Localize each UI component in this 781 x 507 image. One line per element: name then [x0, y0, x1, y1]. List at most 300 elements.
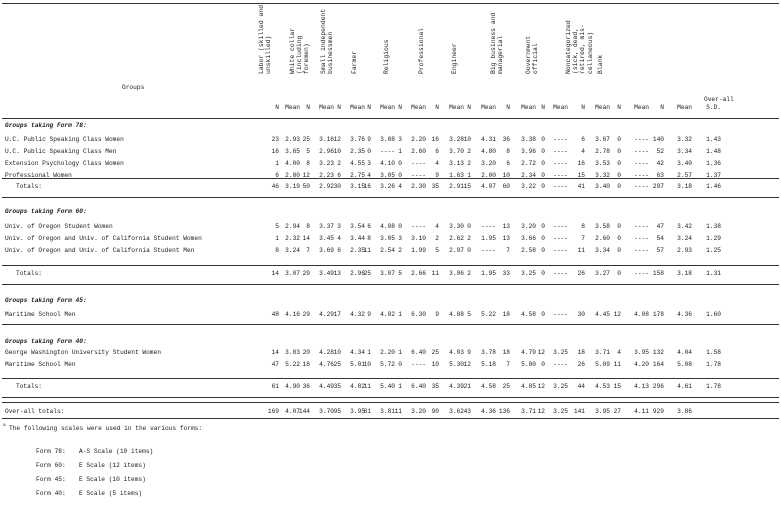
cell-n: 27 [613, 408, 621, 415]
cell-overall-n: 42 [656, 160, 664, 167]
cell-n: 11 [431, 270, 439, 277]
cell-n: 43 [463, 408, 471, 415]
cell-overall-sd: 1.78 [706, 383, 721, 390]
cell-mean: ---- [634, 148, 649, 155]
cell-n: 2 [467, 235, 471, 242]
cell-mean: 6.30 [411, 311, 426, 318]
footnote-text: The following scales were used in the various forms: [9, 425, 203, 432]
n-label: N [306, 104, 310, 111]
cell-n: 12 [537, 383, 545, 390]
cell-n: 0 [398, 172, 402, 179]
cell-mean: 3.78 [481, 349, 496, 356]
cell-n: 50 [302, 183, 310, 190]
cell-mean: 5.22 [285, 361, 300, 368]
cell-n: 15 [577, 172, 585, 179]
cell-n: 26 [577, 270, 585, 277]
occupation-header: Farmer [351, 50, 358, 74]
cell-mean: 2.80 [285, 172, 300, 179]
cell-n: 20 [302, 349, 310, 356]
cell-mean: ---- [411, 223, 426, 230]
totals-label: Totals: [16, 383, 42, 390]
cell-mean: 3.25 [553, 408, 568, 415]
occupation-header: Professional [418, 27, 425, 74]
cell-mean: 3.07 [380, 270, 395, 277]
cell-n: 5 [306, 148, 310, 155]
cell-n: 0 [398, 223, 402, 230]
cell-overall-mean: 3.34 [677, 148, 692, 155]
cell-n: 25 [363, 270, 371, 277]
cell-mean: 1.95 [481, 235, 496, 242]
overall-totals-label: Over-all totals: [5, 408, 65, 415]
cell-n: 10 [333, 148, 341, 155]
cell-n: 10 [333, 349, 341, 356]
cell-mean: 4.76 [319, 361, 334, 368]
overall-header: Over-all [704, 96, 734, 103]
cell-n: 1 [275, 235, 279, 242]
cell-mean: 3.19 [285, 183, 300, 190]
cell-overall-mean: 4.36 [677, 311, 692, 318]
cell-n: 10 [502, 172, 510, 179]
cell-n: 46 [271, 183, 279, 190]
row-label: George Washington University Student Women [5, 349, 161, 356]
cell-mean: 4.85 [521, 383, 536, 390]
cell-n: 5 [467, 311, 471, 318]
cell-mean: 3.10 [411, 235, 426, 242]
row-label: Extension Psychology Class Women [5, 160, 124, 167]
totals-label: Totals: [16, 183, 42, 190]
cell-mean: 3.16 [319, 136, 334, 143]
cell-n: 14 [302, 235, 310, 242]
cell-mean: 2.35 [350, 247, 365, 254]
cell-n: 0 [467, 223, 471, 230]
cell-n: 26 [577, 361, 585, 368]
cell-overall-sd: 1.43 [706, 136, 721, 143]
cell-n: 29 [302, 311, 310, 318]
cell-mean: ---- [411, 361, 426, 368]
cell-n: 16 [431, 136, 439, 143]
cell-mean: 4.07 [481, 183, 496, 190]
cell-n: 12 [463, 361, 471, 368]
cell-n: 0 [617, 270, 621, 277]
section-rule [2, 178, 779, 179]
cell-mean: 2.30 [411, 183, 426, 190]
cell-n: 2 [467, 160, 471, 167]
cell-n: 9 [367, 136, 371, 143]
cell-mean: 3.20 [481, 160, 496, 167]
mean-label: Mean [350, 104, 365, 111]
cell-mean: ---- [634, 172, 649, 179]
cell-overall-mean: 4.61 [677, 383, 692, 390]
cell-mean: 3.23 [319, 160, 334, 167]
row-label: Maritime School Men [5, 361, 76, 368]
cell-mean: 4.32 [350, 311, 365, 318]
cell-overall-n: 132 [652, 349, 664, 356]
row-label: U.C. Public Speaking Class Men [5, 148, 117, 155]
cell-mean: 2.34 [521, 172, 536, 179]
cell-n: 0 [617, 172, 621, 179]
cell-mean: 4.16 [285, 311, 300, 318]
cell-n: 33 [502, 270, 510, 277]
cell-mean: 3.66 [521, 235, 536, 242]
cell-overall-sd: 1.36 [706, 160, 721, 167]
n-label: N [275, 104, 279, 111]
cell-mean: 2.23 [319, 172, 334, 179]
cell-n: 30 [333, 183, 341, 190]
cell-mean: 4.82 [350, 383, 365, 390]
cell-n: 8 [275, 247, 279, 254]
cell-mean: 2.00 [481, 172, 496, 179]
cell-n: 0 [617, 235, 621, 242]
cell-mean: 1.99 [411, 247, 426, 254]
cell-n: 11 [363, 383, 371, 390]
cell-n: 44 [577, 383, 585, 390]
cell-n: 136 [498, 408, 510, 415]
cell-mean: 3.49 [319, 270, 334, 277]
cell-n: 0 [541, 148, 545, 155]
cell-mean: 3.20 [411, 408, 426, 415]
n-label: N [617, 104, 621, 111]
cell-mean: ---- [553, 183, 568, 190]
cell-mean: 4.00 [285, 160, 300, 167]
cell-mean: 3.22 [521, 183, 536, 190]
mean-label: Mean [677, 104, 692, 111]
cell-n: 12 [537, 349, 545, 356]
cell-n: 141 [573, 408, 585, 415]
cell-n: 18 [577, 349, 585, 356]
cell-mean: ---- [411, 160, 426, 167]
cell-n: 0 [617, 136, 621, 143]
cell-mean: ---- [553, 235, 568, 242]
cell-mean: 3.24 [285, 247, 300, 254]
cell-n: 11 [613, 361, 621, 368]
cell-n: 36 [302, 383, 310, 390]
cell-n: 61 [363, 408, 371, 415]
cell-n: 25 [431, 349, 439, 356]
cell-overall-n: 54 [656, 235, 664, 242]
cell-n: 9 [367, 311, 371, 318]
cell-mean: 2.92 [319, 183, 334, 190]
cell-n: 6 [506, 160, 510, 167]
cell-mean: 3.53 [595, 160, 610, 167]
cell-overall-sd: 1.78 [706, 361, 721, 368]
cell-mean: 2.60 [595, 235, 610, 242]
section-rule [2, 397, 779, 398]
cell-n: 0 [398, 160, 402, 167]
mean-label: Mean [634, 104, 649, 111]
cell-mean: 5.40 [380, 383, 395, 390]
cell-n: 17 [333, 311, 341, 318]
section-title: Groups taking Form 45: [5, 297, 87, 304]
cell-n: 12 [333, 136, 341, 143]
cell-mean: 3.05 [380, 235, 395, 242]
mean-label: Mean [521, 104, 536, 111]
cell-mean: 3.96 [521, 148, 536, 155]
cell-mean: 4.53 [595, 383, 610, 390]
cell-mean: 3.06 [449, 270, 464, 277]
cell-mean: 4.29 [319, 311, 334, 318]
cell-overall-n: 47 [656, 223, 664, 230]
cell-n: 61 [271, 383, 279, 390]
cell-overall-mean: 3.24 [677, 235, 692, 242]
cell-n: 25 [502, 383, 510, 390]
cell-n: 3 [367, 160, 371, 167]
cell-n: 25 [302, 136, 310, 143]
cell-mean: 2.94 [285, 223, 300, 230]
cell-overall-mean: 3.18 [677, 183, 692, 190]
cell-n: 0 [617, 183, 621, 190]
cell-mean: 4.20 [634, 361, 649, 368]
cell-overall-n: 158 [652, 270, 664, 277]
section-title: Groups taking Form 60: [5, 208, 87, 215]
cell-mean: 6.40 [411, 349, 426, 356]
section-title: Groups taking Form 78: [5, 122, 87, 129]
cell-mean: 2.20 [411, 136, 426, 143]
footnote-scale: A-S Scale (10 items) [79, 448, 154, 455]
mean-label: Mean [319, 104, 334, 111]
cell-n: 29 [302, 270, 310, 277]
cell-overall-n: 929 [652, 408, 664, 415]
cell-overall-n: 52 [656, 148, 664, 155]
cell-mean: 4.79 [521, 349, 536, 356]
cell-n: 3 [398, 136, 402, 143]
occupation-header: Blank [597, 54, 604, 74]
cell-mean: ---- [481, 247, 496, 254]
cell-mean: 3.08 [380, 136, 395, 143]
cell-overall-n: 178 [652, 311, 664, 318]
cell-mean: 4.82 [380, 311, 395, 318]
overall-rule [2, 402, 779, 403]
cell-n: 169 [267, 408, 279, 415]
cell-n: 35 [431, 183, 439, 190]
cell-n: 0 [541, 311, 545, 318]
cell-n: 4 [581, 148, 585, 155]
cell-mean: ---- [634, 183, 649, 190]
n-label: N [467, 104, 471, 111]
section-rule [2, 324, 779, 325]
cell-mean: 3.38 [521, 136, 536, 143]
cell-overall-n: 164 [652, 361, 664, 368]
cell-n: 12 [302, 172, 310, 179]
cell-mean: 4.31 [481, 136, 496, 143]
cell-mean: 4.03 [449, 349, 464, 356]
cell-n: 7 [506, 361, 510, 368]
cell-n: 15 [463, 183, 471, 190]
cell-mean: 3.95 [634, 349, 649, 356]
mean-label: Mean [553, 104, 568, 111]
cell-n: 144 [298, 408, 310, 415]
cell-mean: 3.71 [521, 408, 536, 415]
cell-n: 0 [541, 136, 545, 143]
cell-mean: ---- [553, 223, 568, 230]
cell-n: 11 [394, 408, 402, 415]
section-rule [2, 284, 779, 285]
cell-mean: 3.25 [553, 349, 568, 356]
cell-n: 41 [577, 183, 585, 190]
cell-mean: 3.27 [595, 270, 610, 277]
cell-overall-n: 296 [652, 383, 664, 390]
cell-n: 9 [467, 349, 471, 356]
cell-mean: 3.07 [285, 270, 300, 277]
cell-mean: 2.93 [285, 136, 300, 143]
section-rule [2, 265, 779, 266]
cell-mean: 4.13 [634, 383, 649, 390]
footnote-form: Form 60: [36, 462, 66, 469]
cell-mean: 2.72 [521, 160, 536, 167]
footnote-scale: E Scale (12 items) [79, 462, 146, 469]
footnote-form: Form 40: [36, 490, 66, 497]
cell-n: 13 [502, 235, 510, 242]
cell-mean: 6.40 [411, 383, 426, 390]
occupation-header: Engineer [451, 43, 458, 74]
cell-n: 0 [617, 160, 621, 167]
row-label: Maritime School Men [5, 311, 76, 318]
cell-mean: 3.26 [380, 183, 395, 190]
cell-n: 4 [367, 172, 371, 179]
cell-n: 21 [463, 383, 471, 390]
cell-mean: 3.81 [380, 408, 395, 415]
cell-mean: 4.28 [319, 349, 334, 356]
occupation-header: Noncategorized (sick, dead, retired, mis- cellaneous) [565, 20, 594, 74]
cell-mean: 4.58 [481, 383, 496, 390]
cell-mean: 4.45 [595, 311, 610, 318]
cell-overall-sd: 1.58 [706, 349, 721, 356]
cell-n: 25 [333, 361, 341, 368]
cell-mean: 3.95 [350, 408, 365, 415]
cell-n: 2 [467, 270, 471, 277]
n-label: N [660, 104, 664, 111]
cell-mean: 2.97 [449, 247, 464, 254]
cell-mean: ---- [634, 160, 649, 167]
cell-mean: 3.70 [319, 408, 334, 415]
n-label: N [541, 104, 545, 111]
cell-n: 1 [367, 349, 371, 356]
cell-mean: ---- [634, 270, 649, 277]
cell-mean: 2.75 [350, 172, 365, 179]
footnote-form: Form 45: [36, 476, 66, 483]
cell-mean: 3.15 [350, 183, 365, 190]
cell-n: 18 [502, 349, 510, 356]
cell-n: 0 [617, 223, 621, 230]
cell-n: 8 [306, 160, 310, 167]
cell-overall-sd: 1.46 [706, 183, 721, 190]
cell-n: 0 [541, 361, 545, 368]
cell-n: 0 [617, 148, 621, 155]
cell-n: 4 [435, 160, 439, 167]
cell-mean: 4.49 [319, 383, 334, 390]
cell-mean: 3.44 [350, 235, 365, 242]
mean-label: Mean [411, 104, 426, 111]
occupation-header: Religious [383, 39, 390, 74]
cell-mean: 3.25 [553, 383, 568, 390]
groups-header: Groups [122, 84, 145, 91]
cell-n: 16 [302, 361, 310, 368]
cell-n: 10 [363, 361, 371, 368]
cell-mean: 3.76 [350, 136, 365, 143]
cell-overall-sd: 1.31 [706, 270, 721, 277]
cell-n: 8 [367, 235, 371, 242]
cell-mean: ---- [481, 223, 496, 230]
cell-n: 4 [398, 183, 402, 190]
cell-mean: 1.63 [449, 172, 464, 179]
cell-mean: 3.28 [449, 136, 464, 143]
occupation-header: Big business and managerial [490, 12, 505, 74]
cell-mean: 4.58 [521, 311, 536, 318]
row-label: U.C. Public Speaking Class Women [5, 136, 124, 143]
section-rule [2, 378, 779, 379]
cell-overall-n: 63 [656, 172, 664, 179]
cell-n: 6 [337, 247, 341, 254]
cell-n: 0 [367, 148, 371, 155]
cell-mean: 2.96 [350, 270, 365, 277]
cell-mean: 2.91 [449, 183, 464, 190]
header-rule [2, 118, 779, 119]
cell-mean: ---- [380, 148, 395, 155]
cell-n: 18 [502, 311, 510, 318]
cell-mean: 2.20 [380, 349, 395, 356]
row-label: Professional Women [5, 172, 72, 179]
n-label: N [506, 104, 510, 111]
cell-mean: 4.08 [634, 311, 649, 318]
cell-n: 0 [398, 361, 402, 368]
cell-mean: 3.45 [319, 235, 334, 242]
occupation-header: White collar (including foremen) [289, 27, 311, 74]
cell-n: 60 [502, 183, 510, 190]
cell-overall-mean: 5.08 [677, 361, 692, 368]
cell-n: 1 [398, 383, 402, 390]
cell-mean: 3.58 [595, 223, 610, 230]
n-label: N [367, 104, 371, 111]
cell-mean: 2.60 [411, 148, 426, 155]
cell-n: 1 [398, 311, 402, 318]
cell-mean: 3.25 [521, 270, 536, 277]
cell-n: 8 [581, 223, 585, 230]
cell-mean: 5.18 [481, 361, 496, 368]
cell-n: 9 [435, 311, 439, 318]
cell-n: 47 [271, 361, 279, 368]
cell-mean: 3.13 [449, 160, 464, 167]
footnote-scale: E Scale (10 items) [79, 476, 146, 483]
cell-mean: 2.35 [350, 148, 365, 155]
mean-label: Mean [380, 104, 395, 111]
cell-mean: 4.08 [449, 311, 464, 318]
cell-mean: 5.09 [595, 361, 610, 368]
cell-mean: 3.20 [521, 223, 536, 230]
row-label: Univ. of Oregon Student Women [5, 223, 113, 230]
cell-n: 6 [275, 172, 279, 179]
cell-n: 1 [275, 160, 279, 167]
cell-n: 13 [502, 223, 510, 230]
section-rule [2, 197, 779, 198]
bottom-rule [2, 418, 779, 419]
cell-overall-sd: 1.60 [706, 311, 721, 318]
cell-mean: 3.62 [449, 408, 464, 415]
cell-mean: 3.32 [595, 172, 610, 179]
cell-overall-sd: 1.37 [706, 172, 721, 179]
cell-n: 0 [541, 247, 545, 254]
cell-n: 95 [333, 408, 341, 415]
row-label: Univ. of Oregon and Univ. of California Student Men [5, 247, 195, 254]
cell-mean: 5.30 [449, 361, 464, 368]
cell-mean: 2.58 [521, 247, 536, 254]
cell-mean: 3.05 [380, 172, 395, 179]
cell-n: 4 [435, 223, 439, 230]
cell-n: 11 [363, 247, 371, 254]
cell-n: 0 [541, 160, 545, 167]
cell-n: 3 [337, 223, 341, 230]
cell-n: 14 [271, 270, 279, 277]
cell-overall-sd: 1.29 [706, 235, 721, 242]
cell-n: 12 [537, 408, 545, 415]
